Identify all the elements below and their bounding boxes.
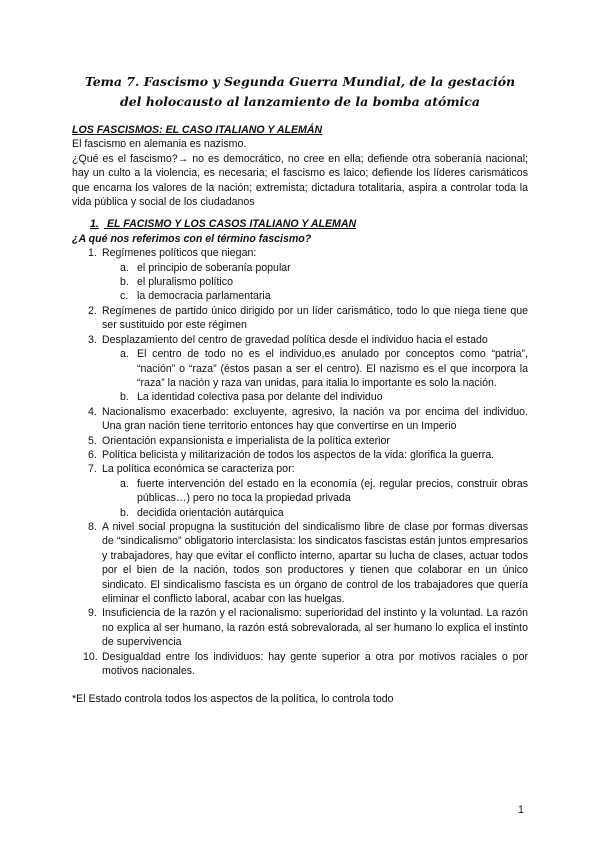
- sub-item-letter: b.: [120, 506, 129, 519]
- sub-item-letter: a.: [120, 348, 129, 361]
- sub-list-item: [102, 506, 528, 520]
- list-item: [72, 462, 528, 520]
- item-number: 3.: [88, 333, 97, 346]
- list-item: [72, 304, 528, 333]
- list-item: [72, 246, 528, 304]
- item-number: 6.: [88, 448, 97, 461]
- subsection-question: ¿A qué nos referimos con el término fascismo?: [72, 232, 312, 245]
- sub-item-text: el principio de soberanía popular: [137, 261, 291, 274]
- sub-item-letter: b.: [120, 391, 129, 404]
- list-item: [72, 520, 528, 606]
- item-number: 5.: [88, 434, 97, 447]
- list-item: [72, 606, 528, 649]
- item-number: 2.: [88, 304, 97, 317]
- item-text: Desplazamiento del centro de gravedad política desde el individuo hacia el estado: [102, 333, 488, 346]
- sub-item-letter: b.: [120, 276, 129, 289]
- item-number: 1.: [88, 247, 97, 260]
- sub-list: [102, 347, 528, 405]
- section-heading: LOS FASCISMOS: EL CASO ITALIANO Y ALEMÁN: [72, 124, 323, 136]
- item-number: 7.: [88, 463, 97, 476]
- sub-list-item: [102, 261, 528, 275]
- item-text: Nacionalismo exacerbado: excluyente, agresivo, la nación va por encima del individuo. Una gran nación tiene territorio entonces hay que convertirse en un Imperio: [102, 405, 528, 433]
- sub-list-item: [102, 390, 528, 404]
- fascism-characteristics-list: [72, 246, 528, 678]
- sub-list-item: [102, 275, 528, 289]
- item-text: Orientación expansionista e imperialista de la política exterior: [102, 434, 390, 447]
- list-item: [72, 448, 528, 462]
- item-number: 10.: [83, 650, 98, 663]
- item-number: 4.: [88, 405, 97, 418]
- subsection-number: 1.: [90, 218, 99, 231]
- sub-list-item: [102, 347, 528, 390]
- sub-list-item: [102, 289, 528, 303]
- page-number: 1: [518, 804, 524, 816]
- item-text: Regímenes de partido único dirigido por un líder carismático, todo lo que niega tiene que ser sustituido por este régimen: [102, 304, 528, 332]
- subsection-heading: [72, 217, 528, 231]
- item-text: Insuficiencia de la razón y el racionalismo: superioridad del instinto y la voluntad. La razón no explica al ser humano, la razón está sobrevalorada, al ser humano lo explica el instinto de supervivencia: [102, 607, 528, 649]
- intro-line: El fascismo en alemania es nazismo.: [72, 138, 247, 151]
- list-item: [72, 650, 528, 679]
- subsection-title: EL FACISMO Y LOS CASOS ITALIANO Y ALEMAN: [106, 218, 357, 231]
- sub-item-letter: a.: [120, 477, 129, 490]
- item-text: Política belicista y militarización de todos los aspectos de la vida: glorifica la guerra.: [102, 448, 495, 461]
- item-number: 8.: [88, 520, 97, 533]
- sub-item-text: el pluralismo político: [137, 276, 233, 289]
- list-item: [72, 333, 528, 405]
- sub-item-text: la democracia parlamentaria: [137, 290, 271, 303]
- sub-item-text: decidida orientación autárquica: [137, 506, 284, 519]
- item-number: 9.: [88, 607, 97, 620]
- item-text: La política económica se caracteriza por:: [102, 463, 295, 476]
- intro-paragraph: ¿Qué es el fascismo?→ no es democrático, no cree en ella; defiende otra soberanía nacional; hay un culto a la violencia, es necesaria; el fascismo es laico; defiende los líderes carismáticos que encarna los valores de la nación; extremista; dictadura totalitaria, aspira a controlar toda la vida pública y social de los ciudadanos: [72, 152, 528, 209]
- sub-item-letter: c.: [120, 290, 129, 303]
- item-text: A nivel social propugna la sustitución del sindicalismo libre de clase por formas diversas de “sindicalismo” obligatorio interclasista: los sindicatos fascistas están juntos empresarios y trabajadores, hay que evitar el conflicto interno, apartar su lucha de clases, actuar todos por el bien de la nación, todos son productores y tienen que colaborar en un único sindicato. El sindicalismo fascista es un órgano de control de los trabajadores que quería eliminar el conflicto laboral, acabar con las huelgas.: [102, 520, 528, 605]
- list-item: [72, 405, 528, 434]
- sub-list-item: [102, 477, 528, 506]
- sub-item-text: La identidad colectiva pasa por delante del individuo: [137, 391, 383, 404]
- sub-item-letter: a.: [120, 261, 129, 274]
- sub-item-text: El centro de todo no es el individuo,es anulado por conceptos como “patria”, “nación” o “raza” (éstos pasan a ser el centro). El nazismo es el que incorpora la “raza” la nación y raza van unidas, para italia lo importante es solo la nación.: [137, 348, 528, 389]
- item-text: Desigualdad entre los individuos: hay gente superior a otra por motivos raciales o por motivos nacionales.: [102, 650, 528, 678]
- item-text: Regímenes políticos que niegan:: [102, 247, 257, 260]
- footnote: *El Estado controla todos los aspectos de la política, lo controla todo: [72, 693, 394, 706]
- document-title: Tema 7. Fascismo y Segunda Guerra Mundial, de la gestación del holocausto al lanzamiento de la bomba atómica: [84, 74, 516, 109]
- list-item: [72, 434, 528, 448]
- sub-item-text: fuerte intervención del estado en la economía (ej. regular precios, construir obras públicas…) pero no toca la propiedad privada: [137, 477, 528, 505]
- sub-list: [102, 261, 528, 304]
- document-body: [72, 123, 528, 707]
- sub-list: [102, 477, 528, 520]
